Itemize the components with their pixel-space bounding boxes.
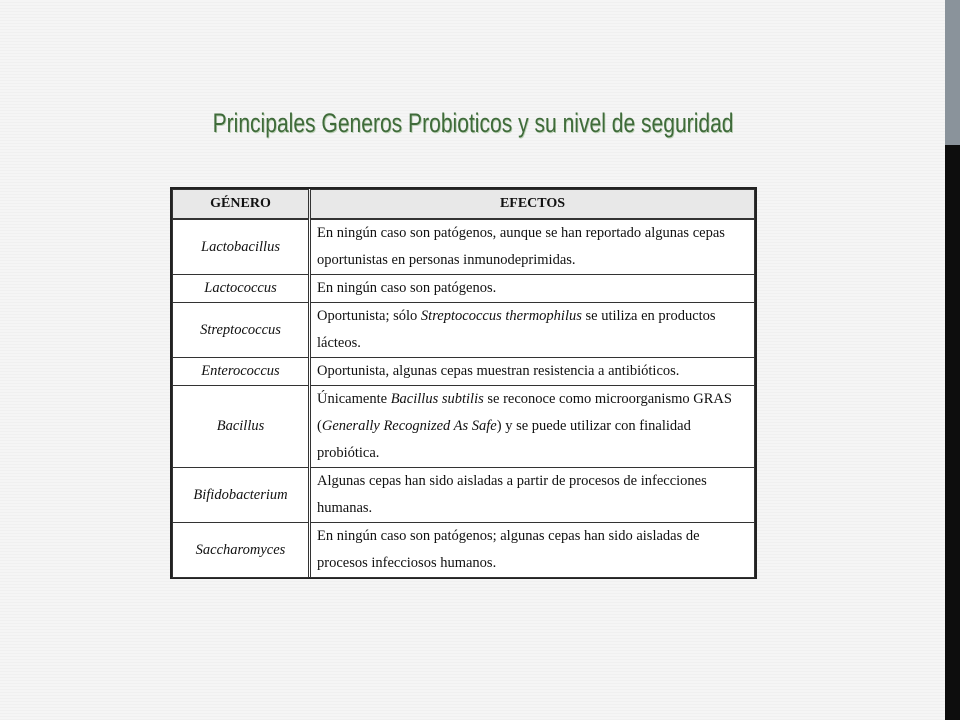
effect-cell: En ningún caso son patógenos, aunque se han reportado algunas cepas oportunistas en personas inmunodeprimidas.: [310, 219, 755, 275]
table-row: [173, 386, 755, 468]
table-row: [173, 303, 755, 358]
genus-cell: Streptococcus: [173, 303, 310, 358]
genus-cell: Bacillus: [173, 386, 310, 468]
effect-cell: Oportunista, algunas cepas muestran resistencia a antibióticos.: [310, 358, 755, 386]
table-row: [173, 275, 755, 303]
effect-cell: Únicamente Bacillus subtilis se reconoce como microorganismo GRAS (Generally Recognized As Safe) y se puede utilizar con finalidad probiótica.: [310, 386, 755, 468]
genus-cell: Lactococcus: [173, 275, 310, 303]
table-row: [173, 468, 755, 523]
effect-cell: Oportunista; sólo Streptococcus thermophilus se utiliza en productos lácteos.: [310, 303, 755, 358]
genus-cell: Enterococcus: [173, 358, 310, 386]
effect-cell: En ningún caso son patógenos.: [310, 275, 755, 303]
effect-cell: Algunas cepas han sido aisladas a partir de procesos de infecciones humanas.: [310, 468, 755, 523]
table-header-row: [173, 190, 755, 220]
slide-title: Principales Generos Probioticos y su nivel de seguridad: [212, 108, 734, 138]
table-row: [173, 523, 755, 578]
table-row: [173, 358, 755, 386]
genus-cell: Bifidobacterium: [173, 468, 310, 523]
header-genero: GÉNERO: [173, 190, 310, 220]
probiotic-table: [170, 187, 757, 579]
slide-edge-accent: [945, 0, 960, 145]
genus-cell: Saccharomyces: [173, 523, 310, 578]
header-efectos: EFECTOS: [310, 190, 755, 220]
table-row: [173, 219, 755, 275]
genus-cell: Lactobacillus: [173, 219, 310, 275]
effect-cell: En ningún caso son patógenos; algunas cepas han sido aisladas de procesos infecciosos humanos.: [310, 523, 755, 578]
